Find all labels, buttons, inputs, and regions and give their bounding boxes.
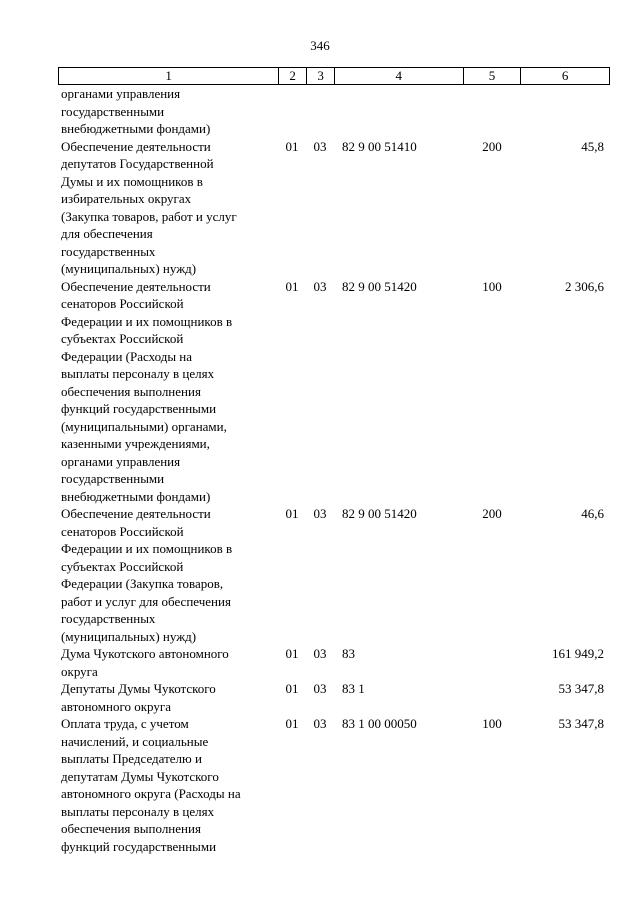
row-section: 01 <box>285 646 299 661</box>
table-row <box>58 138 610 278</box>
row-name: Депутаты Думы Чукотского автономного округа <box>61 681 216 714</box>
row-expense-type: 200 <box>482 138 502 154</box>
row-amount: 53 347,8 <box>558 716 604 731</box>
row-section: 01 <box>285 506 299 521</box>
row-target-code: 83 <box>342 646 355 661</box>
row-name: органами управления государственными внебюджетными фондами) <box>61 86 211 136</box>
row-subsection <box>306 85 334 138</box>
row-expense-type <box>463 85 521 138</box>
row-section: 01 <box>285 716 299 731</box>
row-section <box>278 85 306 138</box>
row-expense-type: 200 <box>482 506 502 521</box>
header-col-6: 6 <box>520 68 609 84</box>
row-target-code: 82 9 00 51420 <box>342 506 417 521</box>
row-amount <box>521 85 610 138</box>
row-amount: 45,8 <box>581 138 604 154</box>
row-target-code: 82 9 00 51410 <box>342 138 417 154</box>
header-col-5: 5 <box>463 68 521 84</box>
row-expense-type: 100 <box>482 278 502 294</box>
header-col-2: 2 <box>278 68 306 84</box>
table-row <box>58 715 610 855</box>
row-name: Обеспечение деятельности депутатов Государственной Думы и их помощников в избирательных округах (Закупка товаров, работ и услуг для обеспечения государственных (муниципальных) нужд) <box>61 138 237 276</box>
row-target-code: 83 1 <box>342 681 365 696</box>
row-section: 01 <box>285 681 299 696</box>
table-header-row <box>58 67 610 85</box>
row-target-code <box>334 85 463 138</box>
row-name: Дума Чукотского автономного округа <box>61 646 229 679</box>
row-subsection: 03 <box>313 138 327 154</box>
row-subsection: 03 <box>313 646 327 661</box>
row-target-code: 82 9 00 51420 <box>342 278 417 294</box>
table-row <box>58 680 610 715</box>
row-expense-type <box>463 645 521 680</box>
budget-table <box>58 67 610 855</box>
row-subsection: 03 <box>313 716 327 731</box>
row-subsection: 03 <box>313 681 327 696</box>
table-row <box>58 85 610 138</box>
table-row <box>58 505 610 645</box>
row-section: 01 <box>285 278 299 294</box>
header-col-4: 4 <box>334 68 463 84</box>
row-name: Обеспечение деятельности сенаторов Российской Федерации и их помощников в субъектах Российской Федерации (Закупка товаров, работ и услуг для обеспечения государственных (муниципальных) нужд) <box>61 506 233 644</box>
row-name: Обеспечение деятельности сенаторов Российской Федерации и их помощников в субъектах Российской Федерации (Расходы на выплаты персоналу в целях обеспечения выполнения функций государственными (муниципальными) органами, казенными учреждениями, органами управления государственными внебюджетными фондами) <box>61 278 233 504</box>
page-number: 346 <box>310 38 330 53</box>
row-amount: 53 347,8 <box>558 681 604 696</box>
row-amount: 161 949,2 <box>552 646 604 661</box>
row-expense-type: 100 <box>482 716 502 731</box>
row-section: 01 <box>285 138 299 154</box>
row-subsection: 03 <box>313 278 327 294</box>
row-name: Оплата труда, с учетом начислений, и социальные выплаты Председателю и депутатам Думы Чукотского автономного округа (Расходы на выплаты персоналу в целях обеспечения выполнения функций государственными <box>61 716 241 854</box>
table-row <box>58 278 610 506</box>
row-amount: 2 306,6 <box>565 278 604 294</box>
row-expense-type <box>463 680 521 715</box>
row-target-code: 83 1 00 00050 <box>342 716 417 731</box>
header-col-1: 1 <box>165 68 172 83</box>
row-subsection: 03 <box>313 506 327 521</box>
row-amount: 46,6 <box>581 506 604 521</box>
table-row <box>58 645 610 680</box>
header-col-3: 3 <box>306 68 334 84</box>
